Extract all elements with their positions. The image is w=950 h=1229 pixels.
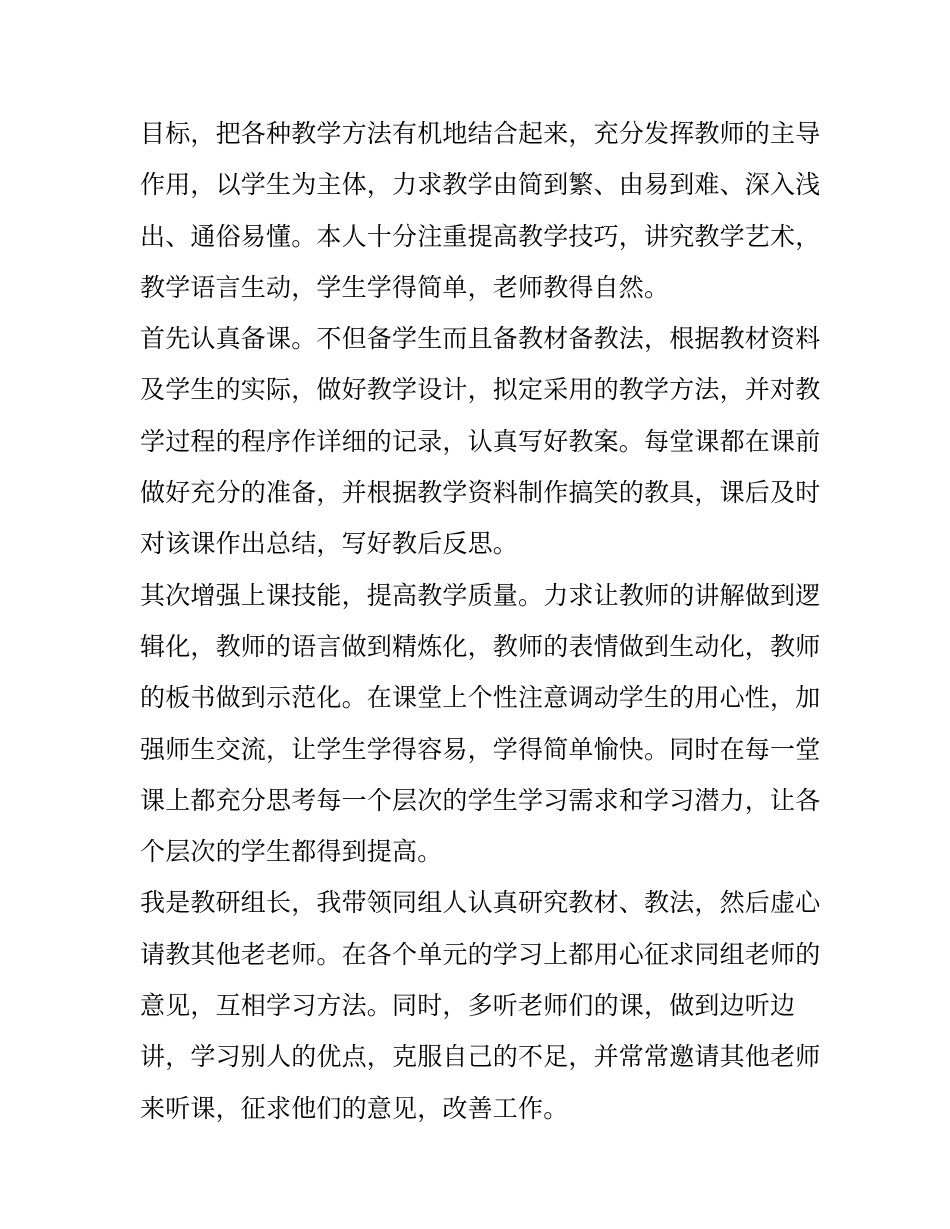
text-line-6: 及学生的实际，做好教学设计，拟定采用的教学方法，并对教 [140, 375, 821, 405]
text-line-19: 讲，学习别人的优点，克服自己的不足，并常常邀请其他老师 [140, 1042, 821, 1072]
text-line-13: 强师生交流，让学生学得容易，学得简单愉快。同时在每一堂 [140, 734, 821, 764]
text-line-15: 个层次的学生都得到提高。 [140, 837, 443, 867]
text-line-12: 的板书做到示范化。在课堂上个性注意调动学生的用心性，加 [140, 683, 821, 713]
text-line-4: 教学语言生动，学生学得简单，老师教得自然。 [140, 272, 670, 302]
text-line-16: 我是教研组长，我带领同组人认真研究教材、教法，然后虚心 [140, 888, 821, 918]
text-line-18: 意见，互相学习方法。同时，多听老师们的课，做到边听边 [140, 991, 796, 1021]
text-line-11: 辑化，教师的语言做到精炼化，教师的表情做到生动化，教师 [140, 631, 821, 661]
text-line-17: 请教其他老老师。在各个单元的学习上都用心征求同组老师的 [140, 939, 821, 969]
text-line-9: 对该课作出总结，写好教后反思。 [140, 529, 519, 559]
document-body [140, 108, 821, 1134]
text-line-14: 课上都充分思考每一个层次的学生学习需求和学习潜力，让各 [140, 785, 821, 815]
text-line-7: 学过程的程序作详细的记录，认真写好教案。每堂课都在课前 [140, 426, 821, 456]
text-line-1: 目标，把各种教学方法有机地结合起来，充分发挥教师的主导 [140, 119, 821, 148]
text-line-5: 首先认真备课。不但备学生而且备教材备教法，根据教材资料 [140, 324, 821, 354]
text-line-3: 出、通俗易懂。本人十分注重提高教学技巧，讲究教学艺术， [140, 221, 821, 251]
text-line-2: 作用，以学生为主体，力求教学由简到繁、由易到难、深入浅 [140, 170, 821, 200]
text-line-20: 来听课，征求他们的意见，改善工作。 [140, 1093, 569, 1123]
text-line-8: 做好充分的准备，并根据教学资料制作搞笑的教具，课后及时 [140, 478, 821, 508]
text-line-10: 其次增强上课技能，提高教学质量。力求让教师的讲解做到逻 [140, 580, 821, 610]
